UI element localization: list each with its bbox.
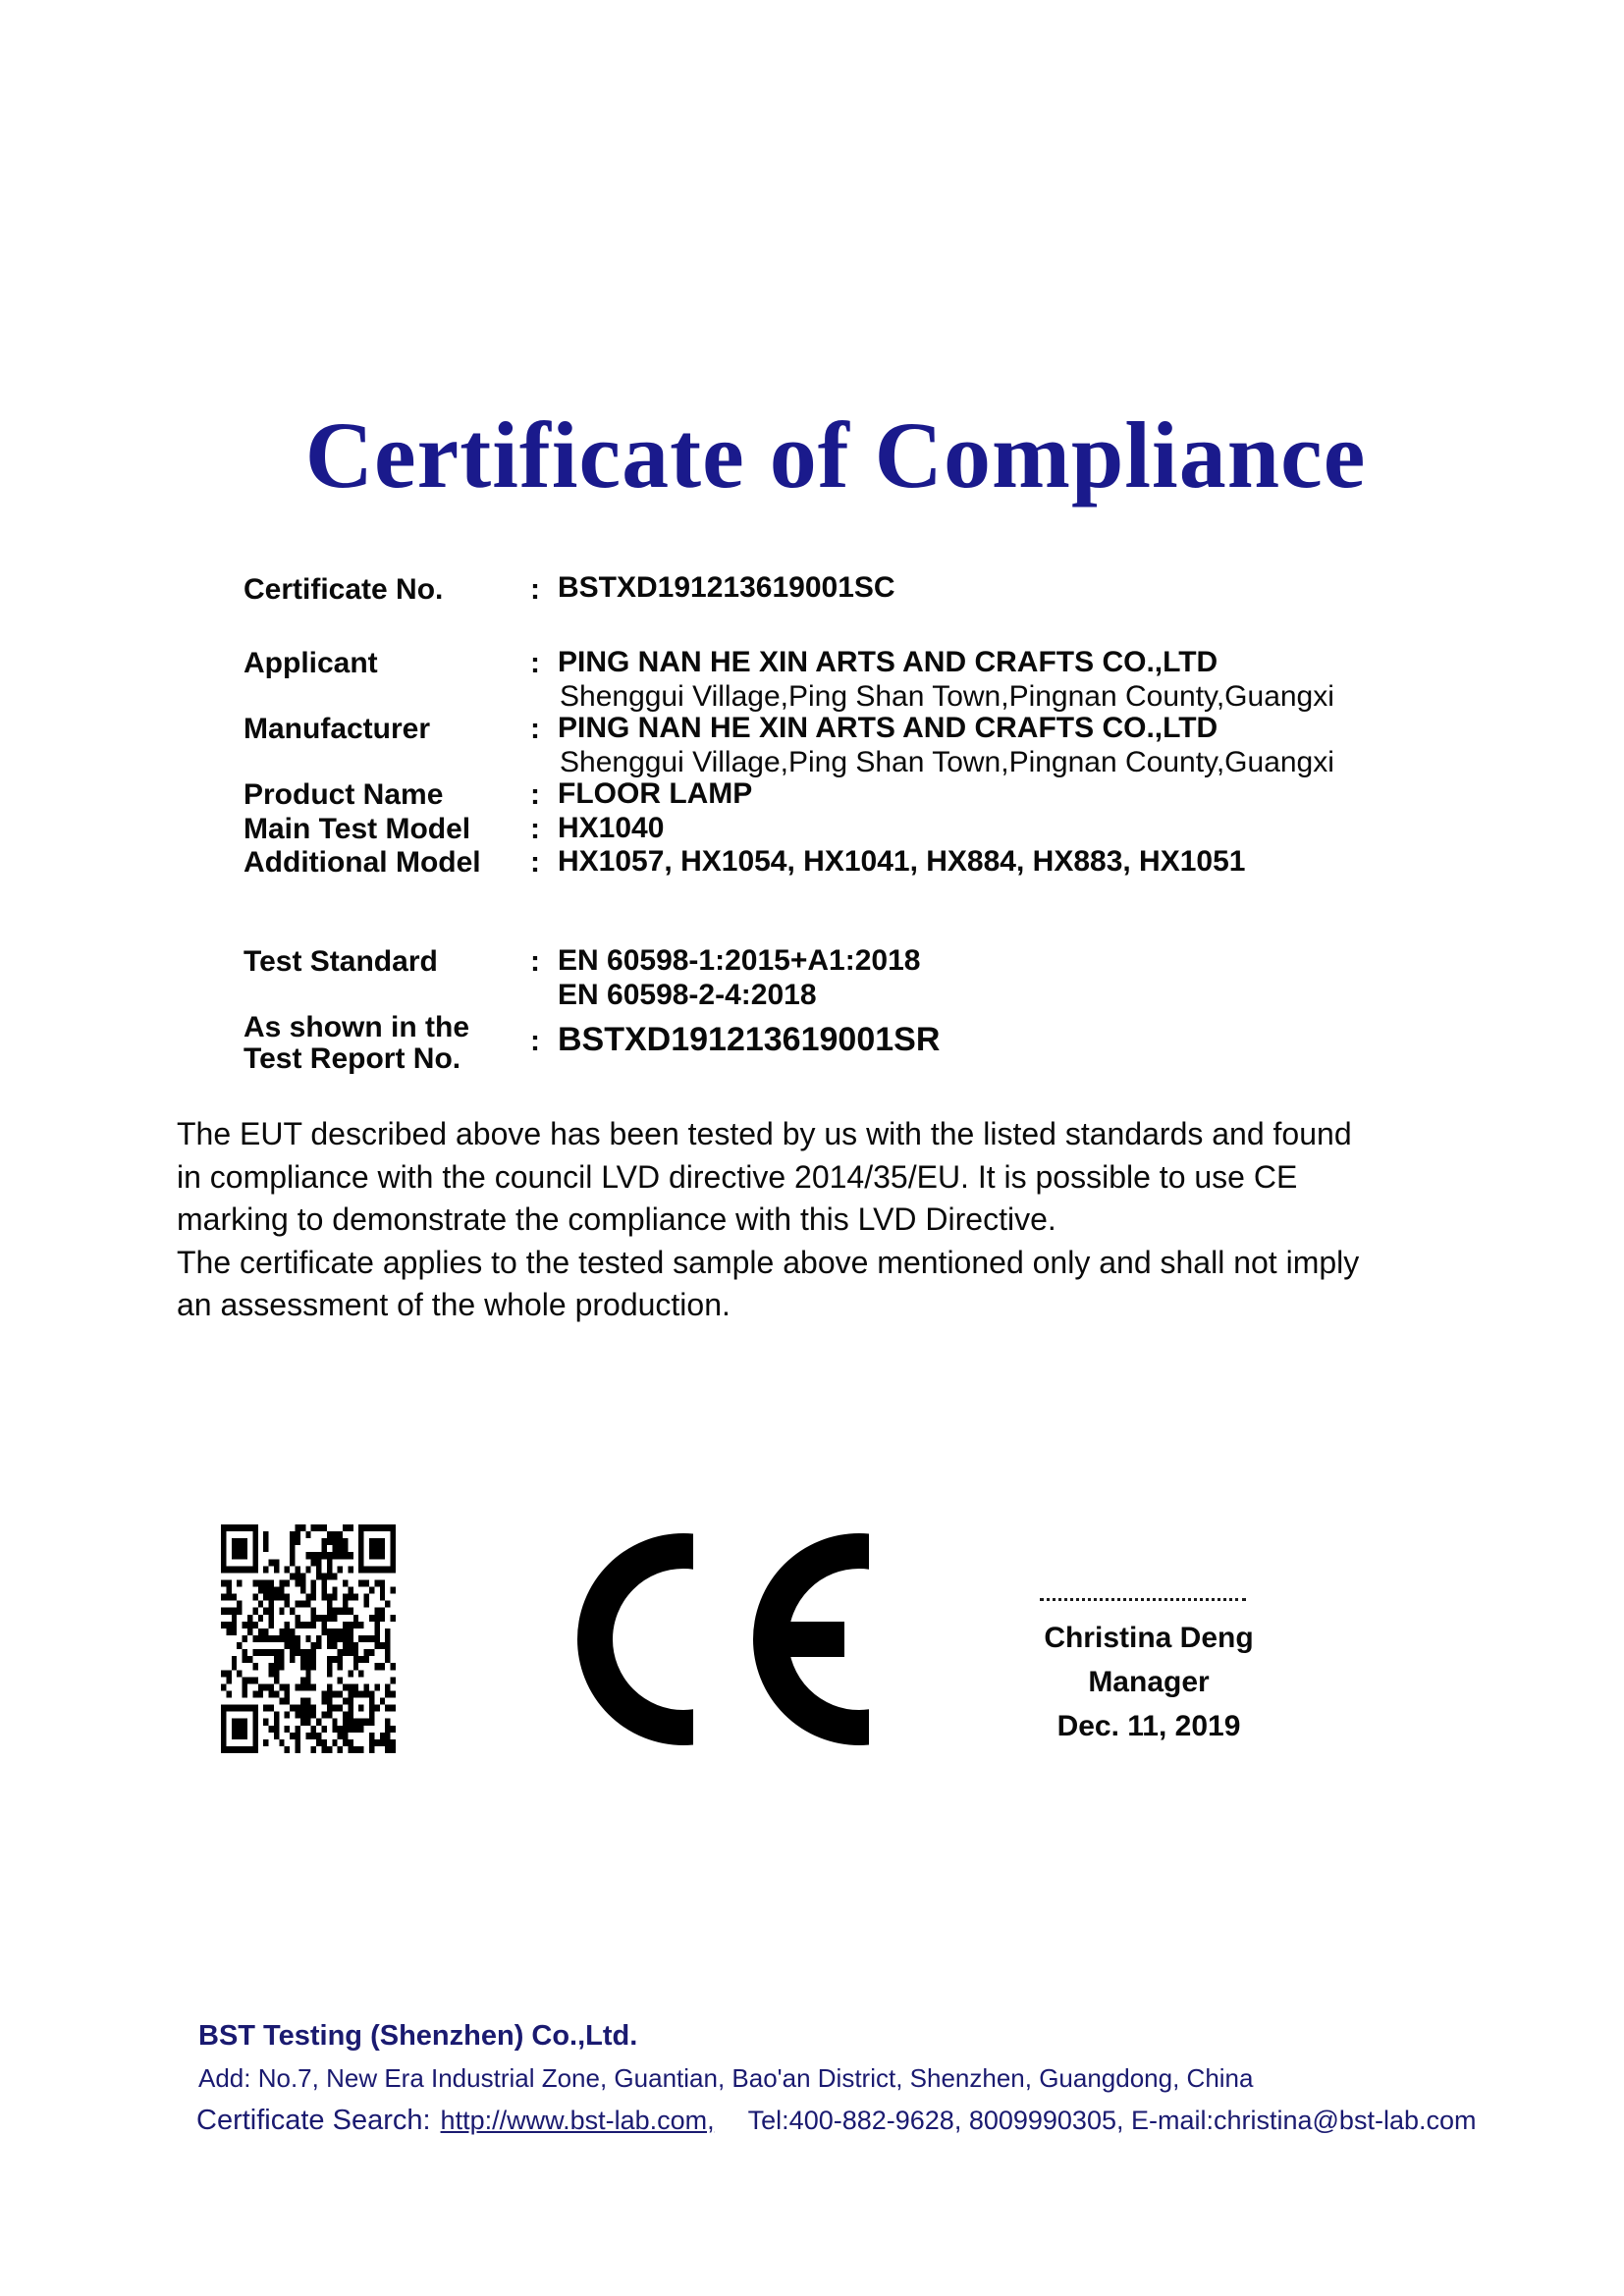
signatory-title: Manager xyxy=(1088,1666,1210,1698)
certificate-search-link[interactable]: http://www.bst-lab.com, xyxy=(440,2106,715,2135)
qr-code-icon xyxy=(221,1524,396,1753)
footer-company-name: BST Testing (Shenzhen) Co.,Ltd. xyxy=(198,2020,638,2052)
colon: : xyxy=(530,813,540,845)
additional-model-label: Additional Model xyxy=(244,846,481,879)
footer-contact: Tel:400-882-9628, 8009990305, E-mail:christina@bst-lab.com xyxy=(747,2106,1477,2135)
product-name-value: FLOOR LAMP xyxy=(558,777,753,810)
main-test-model-label: Main Test Model xyxy=(244,813,471,845)
test-report-value: BSTXD191213619001SR xyxy=(558,1021,941,1058)
colon: : xyxy=(530,778,540,811)
signature-line xyxy=(1040,1598,1246,1601)
manufacturer-address: Shenggui Village,Ping Shan Town,Pingnan County,Guangxi xyxy=(560,746,1334,778)
applicant-value: PING NAN HE XIN ARTS AND CRAFTS CO.,LTD xyxy=(558,646,1218,678)
signature-date: Dec. 11, 2019 xyxy=(1056,1710,1241,1742)
body-line: The EUT described above has been tested by us with the listed standards and found xyxy=(177,1116,1352,1151)
certificate-no-value: BSTXD191213619001SC xyxy=(558,571,895,604)
colon: : xyxy=(530,713,540,745)
test-standard-value-2: EN 60598-2-4:2018 xyxy=(558,979,817,1011)
certificate-search-label: Certificate Search: xyxy=(196,2105,431,2136)
footer-address: Add: No.7, New Era Industrial Zone, Guantian, Bao'an District, Shenzhen, Guangdong, China xyxy=(198,2063,1254,2093)
signature-block xyxy=(1006,1616,1291,1748)
manufacturer-value: PING NAN HE XIN ARTS AND CRAFTS CO.,LTD xyxy=(558,712,1218,744)
body-line: an assessment of the whole production. xyxy=(177,1287,731,1322)
ce-mark-icon xyxy=(577,1533,869,1745)
colon: : xyxy=(530,647,540,679)
colon: : xyxy=(530,1025,540,1057)
test-report-label-line1: As shown in the xyxy=(244,1011,470,1043)
page-title: Certificate of Compliance xyxy=(304,402,1367,507)
footer-search-row xyxy=(196,2105,1476,2137)
product-name-label: Product Name xyxy=(244,778,444,811)
body-line: in compliance with the council LVD directive 2014/35/EU. It is possible to use CE xyxy=(177,1158,1298,1195)
signatory-name: Christina Deng xyxy=(1044,1622,1254,1654)
additional-model-value: HX1057, HX1054, HX1041, HX884, HX883, HX1051 xyxy=(558,845,1246,878)
colon: : xyxy=(530,573,540,606)
colon: : xyxy=(530,846,540,879)
main-test-model-value: HX1040 xyxy=(558,812,665,844)
body-paragraph xyxy=(177,1113,1463,1327)
manufacturer-label: Manufacturer xyxy=(244,713,431,745)
applicant-address: Shenggui Village,Ping Shan Town,Pingnan County,Guangxi xyxy=(560,680,1334,713)
body-line: marking to demonstrate the compliance with this LVD Directive. xyxy=(177,1201,1056,1237)
certificate-no-label: Certificate No. xyxy=(244,573,444,606)
body-line: The certificate applies to the tested sample above mentioned only and shall not imply xyxy=(177,1244,1360,1280)
colon: : xyxy=(530,945,540,978)
applicant-label: Applicant xyxy=(244,647,378,679)
test-standard-value-1: EN 60598-1:2015+A1:2018 xyxy=(558,944,921,977)
test-standard-label: Test Standard xyxy=(244,945,438,978)
test-report-label-line2: Test Report No. xyxy=(244,1042,461,1075)
